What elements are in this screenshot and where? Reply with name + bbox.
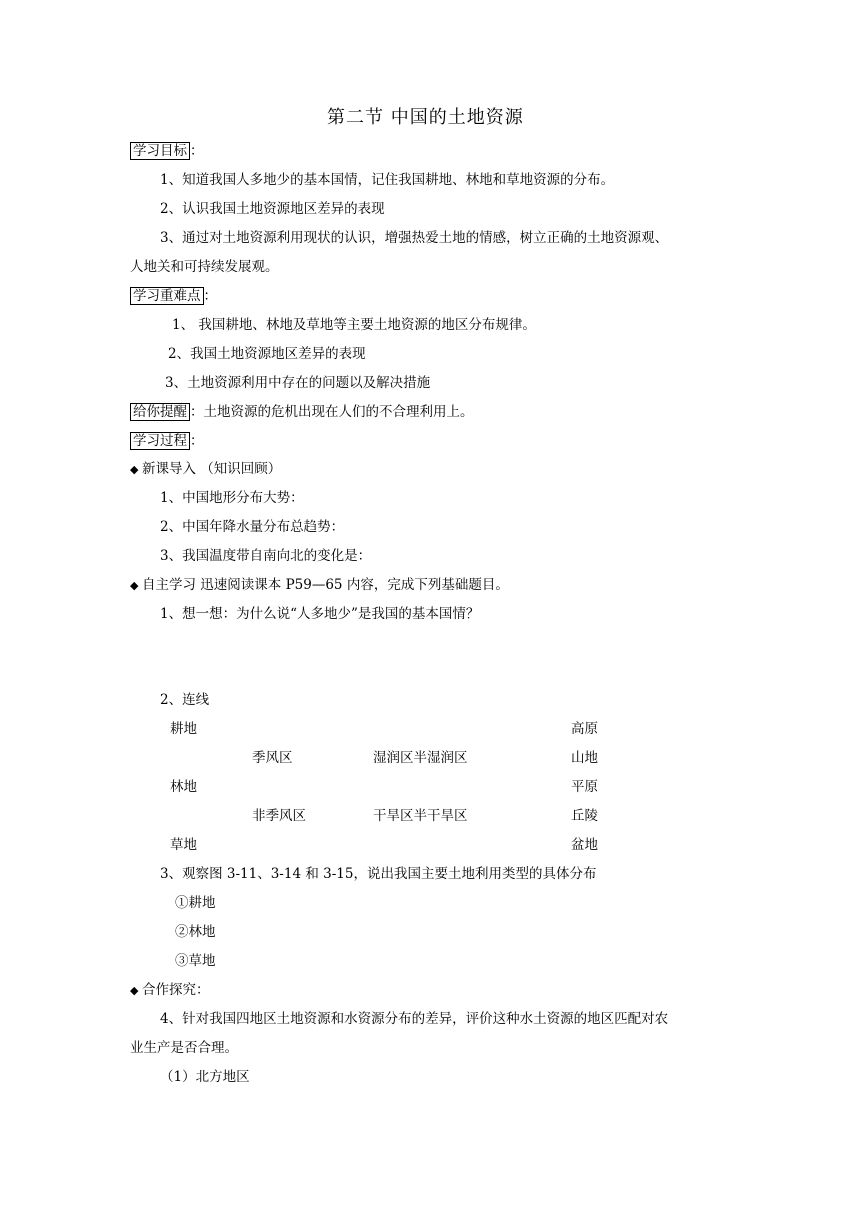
match-land-type: 耕地 [170,721,197,737]
intro-item: 1、中国地形分布大势： [160,490,304,506]
intro-heading-text: 新课导入 （知识回顾） [142,461,282,477]
self-study-heading [130,576,509,595]
question-4-sub: （1）北方地区 [160,1069,250,1085]
match-humidity: 湿润区半湿润区 [373,750,468,766]
question-2: 2、连线 [160,692,210,708]
match-terrain: 盆地 [571,837,598,853]
question-3: 3、观察图 3-11、3-14 和 3-15，说出我国主要土地利用类型的具体分布 [160,866,597,882]
intro-item: 2、中国年降水量分布总趋势： [160,519,345,535]
intro-heading [130,460,281,479]
diamond-bullet-icon: ◆ [130,463,139,476]
question-3-item: ①耕地 [175,895,216,911]
key-points-label: 学习重难点 [130,287,204,305]
reminder [130,403,474,421]
match-terrain: 高原 [571,721,598,737]
match-land-type: 草地 [170,837,197,853]
match-monsoon: 非季风区 [252,808,306,824]
goal-item: 2、认识我国土地资源地区差异的表现 [160,201,385,217]
goal-item: 1、知道我国人多地少的基本国情，记住我国耕地、林地和草地资源的分布。 [160,172,615,188]
question-1: 1、想一想：为什么说“人多地少”是我国的基本国情？ [160,606,480,622]
key-point-item: 3、土地资源利用中存在的问题以及解决措施 [165,375,431,391]
intro-item: 3、我国温度带自南向北的变化是： [160,548,372,564]
match-terrain: 丘陵 [571,808,598,824]
goals-suffix: ： [190,143,204,159]
match-land-type: 林地 [170,779,197,795]
diamond-bullet-icon: ◆ [130,984,139,997]
key-points-heading [130,287,217,305]
match-terrain: 山地 [571,750,598,766]
self-study-heading-text: 自主学习 迅速阅读课本 P59—65 内容，完成下列基础题目。 [142,577,509,593]
question-3-item: ③草地 [175,953,216,969]
process-label: 学习过程 [130,432,190,450]
question-4-continued: 业生产是否合理。 [130,1040,238,1056]
goals-heading [130,142,204,160]
match-monsoon: 季风区 [252,750,293,766]
question-3-item: ②林地 [175,924,216,940]
cooperation-heading [130,981,210,1000]
goal-item: 3、通过对土地资源利用现状的认识，增强热爱土地的情感，树立正确的土地资源观、 [160,230,669,246]
page-title: 第二节 中国的土地资源 [327,107,524,128]
key-point-item: 1、 我国耕地、林地及草地等主要土地资源的地区分布规律。 [172,317,536,333]
key-point-item: 2、我国土地资源地区差异的表现 [168,346,366,362]
question-4: 4、针对我国四地区土地资源和水资源分布的差异，评价这种水土资源的地区匹配对农 [160,1011,669,1027]
reminder-label: 给你提醒 [130,403,190,421]
process-suffix: ： [190,433,204,449]
diamond-bullet-icon: ◆ [130,579,139,592]
goal-item-continued: 人地关和可持续发展观。 [130,259,279,275]
cooperation-heading-text: 合作探究： [142,982,210,998]
goals-label: 学习目标 [130,142,190,160]
key-points-suffix: ： [203,288,217,304]
match-humidity: 干旱区半干旱区 [373,808,468,824]
reminder-text: ：土地资源的危机出现在人们的不合理利用上。 [190,404,474,420]
process-heading [130,432,204,450]
match-terrain: 平原 [571,779,598,795]
